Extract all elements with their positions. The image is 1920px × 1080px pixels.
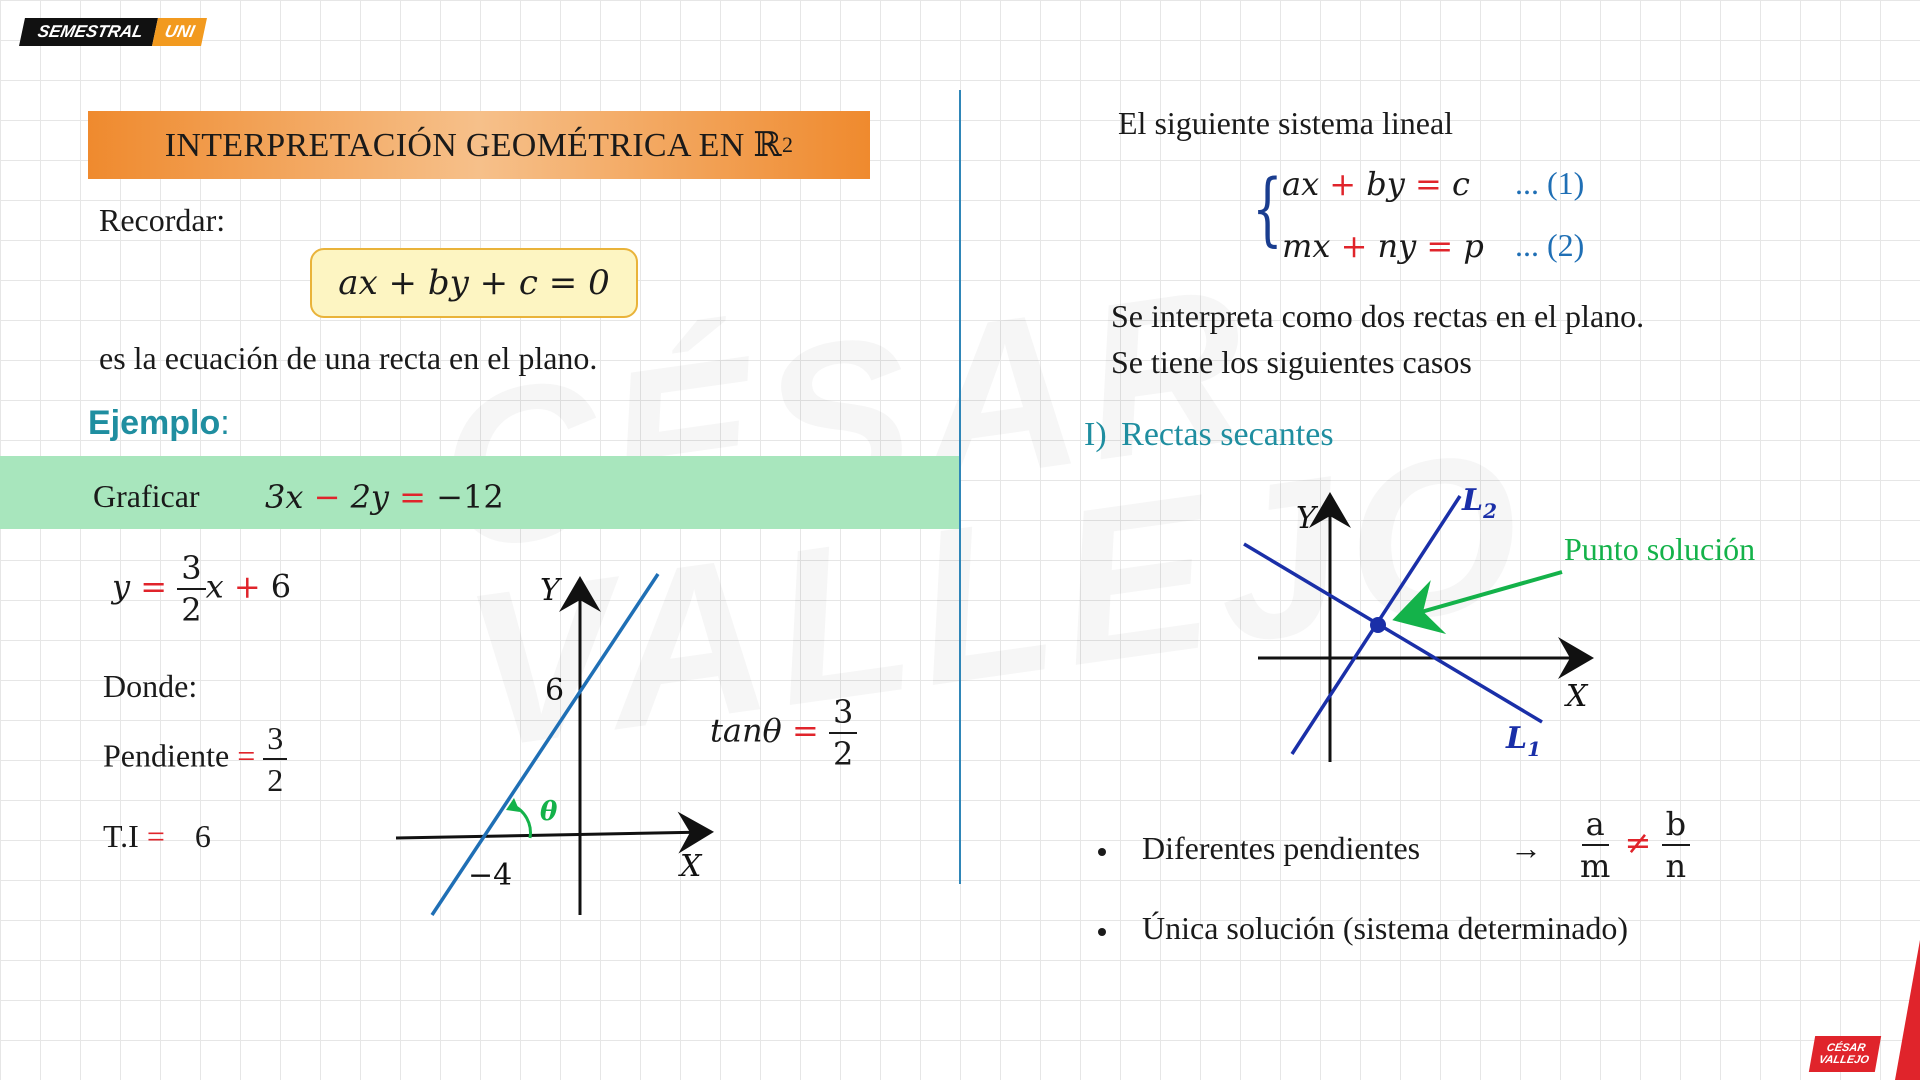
x-axis [396,832,708,838]
line-description: es la ecuación de una recta en el plano. [99,340,598,376]
frac-b-n [1662,805,1691,885]
donde-label: Donde: [103,668,198,704]
eq2-term-b: ny [1377,227,1417,265]
slope-const: 6 [270,567,292,606]
eq1-equals: = [1415,165,1442,203]
section-title-superscript: 2 [781,132,794,157]
l1-label: $L_1$ [1506,721,1542,761]
implies-arrow: → [1510,830,1542,866]
vertical-divider [959,90,961,884]
eq2-equals: = [1426,227,1454,265]
eq2-rhs: p [1463,227,1484,265]
eq2-term-a: mx [1282,227,1331,265]
right-graph-y-label: Y [1296,501,1316,536]
tan-label: tanθ [710,711,782,750]
interpretation-line-2: Se tiene los siguientes casos [1111,344,1472,380]
tan-row [710,693,857,773]
eq1-term-a: ax [1282,165,1320,203]
eq1-term-b: by [1366,165,1405,203]
pendiente-fraction [263,722,287,796]
eq2-tag: ... (2) [1515,227,1585,263]
eq1-tag: ... (1) [1515,165,1585,201]
example-rhs: −12 [436,478,504,516]
line-l1 [1244,544,1542,722]
ti-row [103,818,211,855]
section-title: INTERPRETACIÓN GEOMÉTRICA EN ℝ [164,127,782,164]
graficar-label: Graficar [93,478,200,514]
frac1-num: a [1582,808,1609,846]
solution-arrow [1400,572,1562,618]
line-equation-box [310,248,638,318]
pendiente-label: Pendiente [103,737,230,774]
bullet-dot-2 [1098,928,1106,936]
line-equation: ax + by + c = 0 [338,263,610,303]
system-equation-2 [1282,227,1484,265]
slope-fraction [177,549,205,629]
l2-label: $L_2$ [1462,483,1498,523]
brand-line-1: CÉSAR [1825,1042,1867,1054]
x-intercept-label: −4 [468,858,513,893]
eq1-plus: + [1329,165,1357,203]
example-equals: = [399,478,426,516]
pendiente-row [103,722,287,796]
slope-intercept-form [112,549,292,629]
example-term-b: 2y [350,478,389,516]
pendiente-num: 3 [263,722,287,760]
slope-x: x [205,567,224,606]
intersection-point [1370,617,1386,633]
ejemplo-colon: : [220,404,230,442]
cesar-vallejo-logo [1809,1036,1881,1072]
ejemplo-label: Ejemplo [88,404,221,442]
y-intercept-label: 6 [545,673,565,708]
tan-num: 3 [829,696,857,734]
angle-theta-label: θ [540,797,558,827]
section-title-banner [88,111,870,179]
logo-uni: UNI [152,18,207,46]
bullet1-text: Diferentes pendientes [1142,830,1421,866]
graph-x-label: X [680,849,702,884]
semestral-uni-logo [22,18,204,46]
recordar-label: Recordar: [99,202,226,238]
system-equation-1 [1282,165,1470,203]
slope-plus: + [233,567,261,606]
pendiente-equals: = [237,737,256,774]
frac1-den: m [1580,847,1611,885]
bullet-different-slopes [1098,830,1420,867]
logo-semestral: SEMESTRAL [19,18,158,46]
slope-num: 3 [177,552,205,590]
eq1-rhs: c [1452,165,1470,203]
frac-a-m [1576,805,1614,885]
frac2-den: n [1665,847,1687,885]
solution-point-label: Punto solución [1564,531,1756,567]
pendiente-den: 2 [267,762,284,798]
brand-line-2: VALLEJO [1817,1054,1870,1066]
system-brace: { [1252,162,1283,255]
eq2-plus: + [1340,227,1368,265]
tan-den: 2 [832,735,854,773]
frac2-num: b [1662,808,1690,846]
slope-y: y [112,567,131,606]
example-line [432,574,658,915]
case-title: Rectas secantes [1121,416,1334,453]
right-graph-x-label: X [1566,679,1588,714]
case-heading [1084,416,1334,454]
ejemplo-heading [88,404,230,443]
tan-equals: = [791,711,819,750]
system-intro: El siguiente sistema lineal [1118,105,1454,141]
bullet-unique-solution [1098,910,1628,947]
case-number: I) [1084,416,1107,453]
slope-equals: = [140,567,168,606]
example-line-graph [380,560,720,920]
secant-lines-graph [1230,480,1810,770]
corner-accent [1895,940,1920,1080]
example-minus: − [313,478,341,516]
interpretation-line-1: Se interpreta como dos rectas en el plano. [1111,298,1645,334]
example-term-a: 3x [265,478,304,516]
bullet-dot-1 [1098,848,1106,856]
ti-value: 6 [194,818,211,854]
not-equal-sign: ≠ [1624,823,1652,862]
ti-label: T.I [103,818,139,854]
slope-inequality [1576,805,1690,885]
tan-fraction [829,693,857,773]
slope-den: 2 [181,591,202,629]
graph-y-label: Y [540,573,560,608]
ti-equals: = [146,818,165,854]
example-equation [265,478,504,516]
bullet2-text: Única solución (sistema determinado) [1142,910,1629,946]
